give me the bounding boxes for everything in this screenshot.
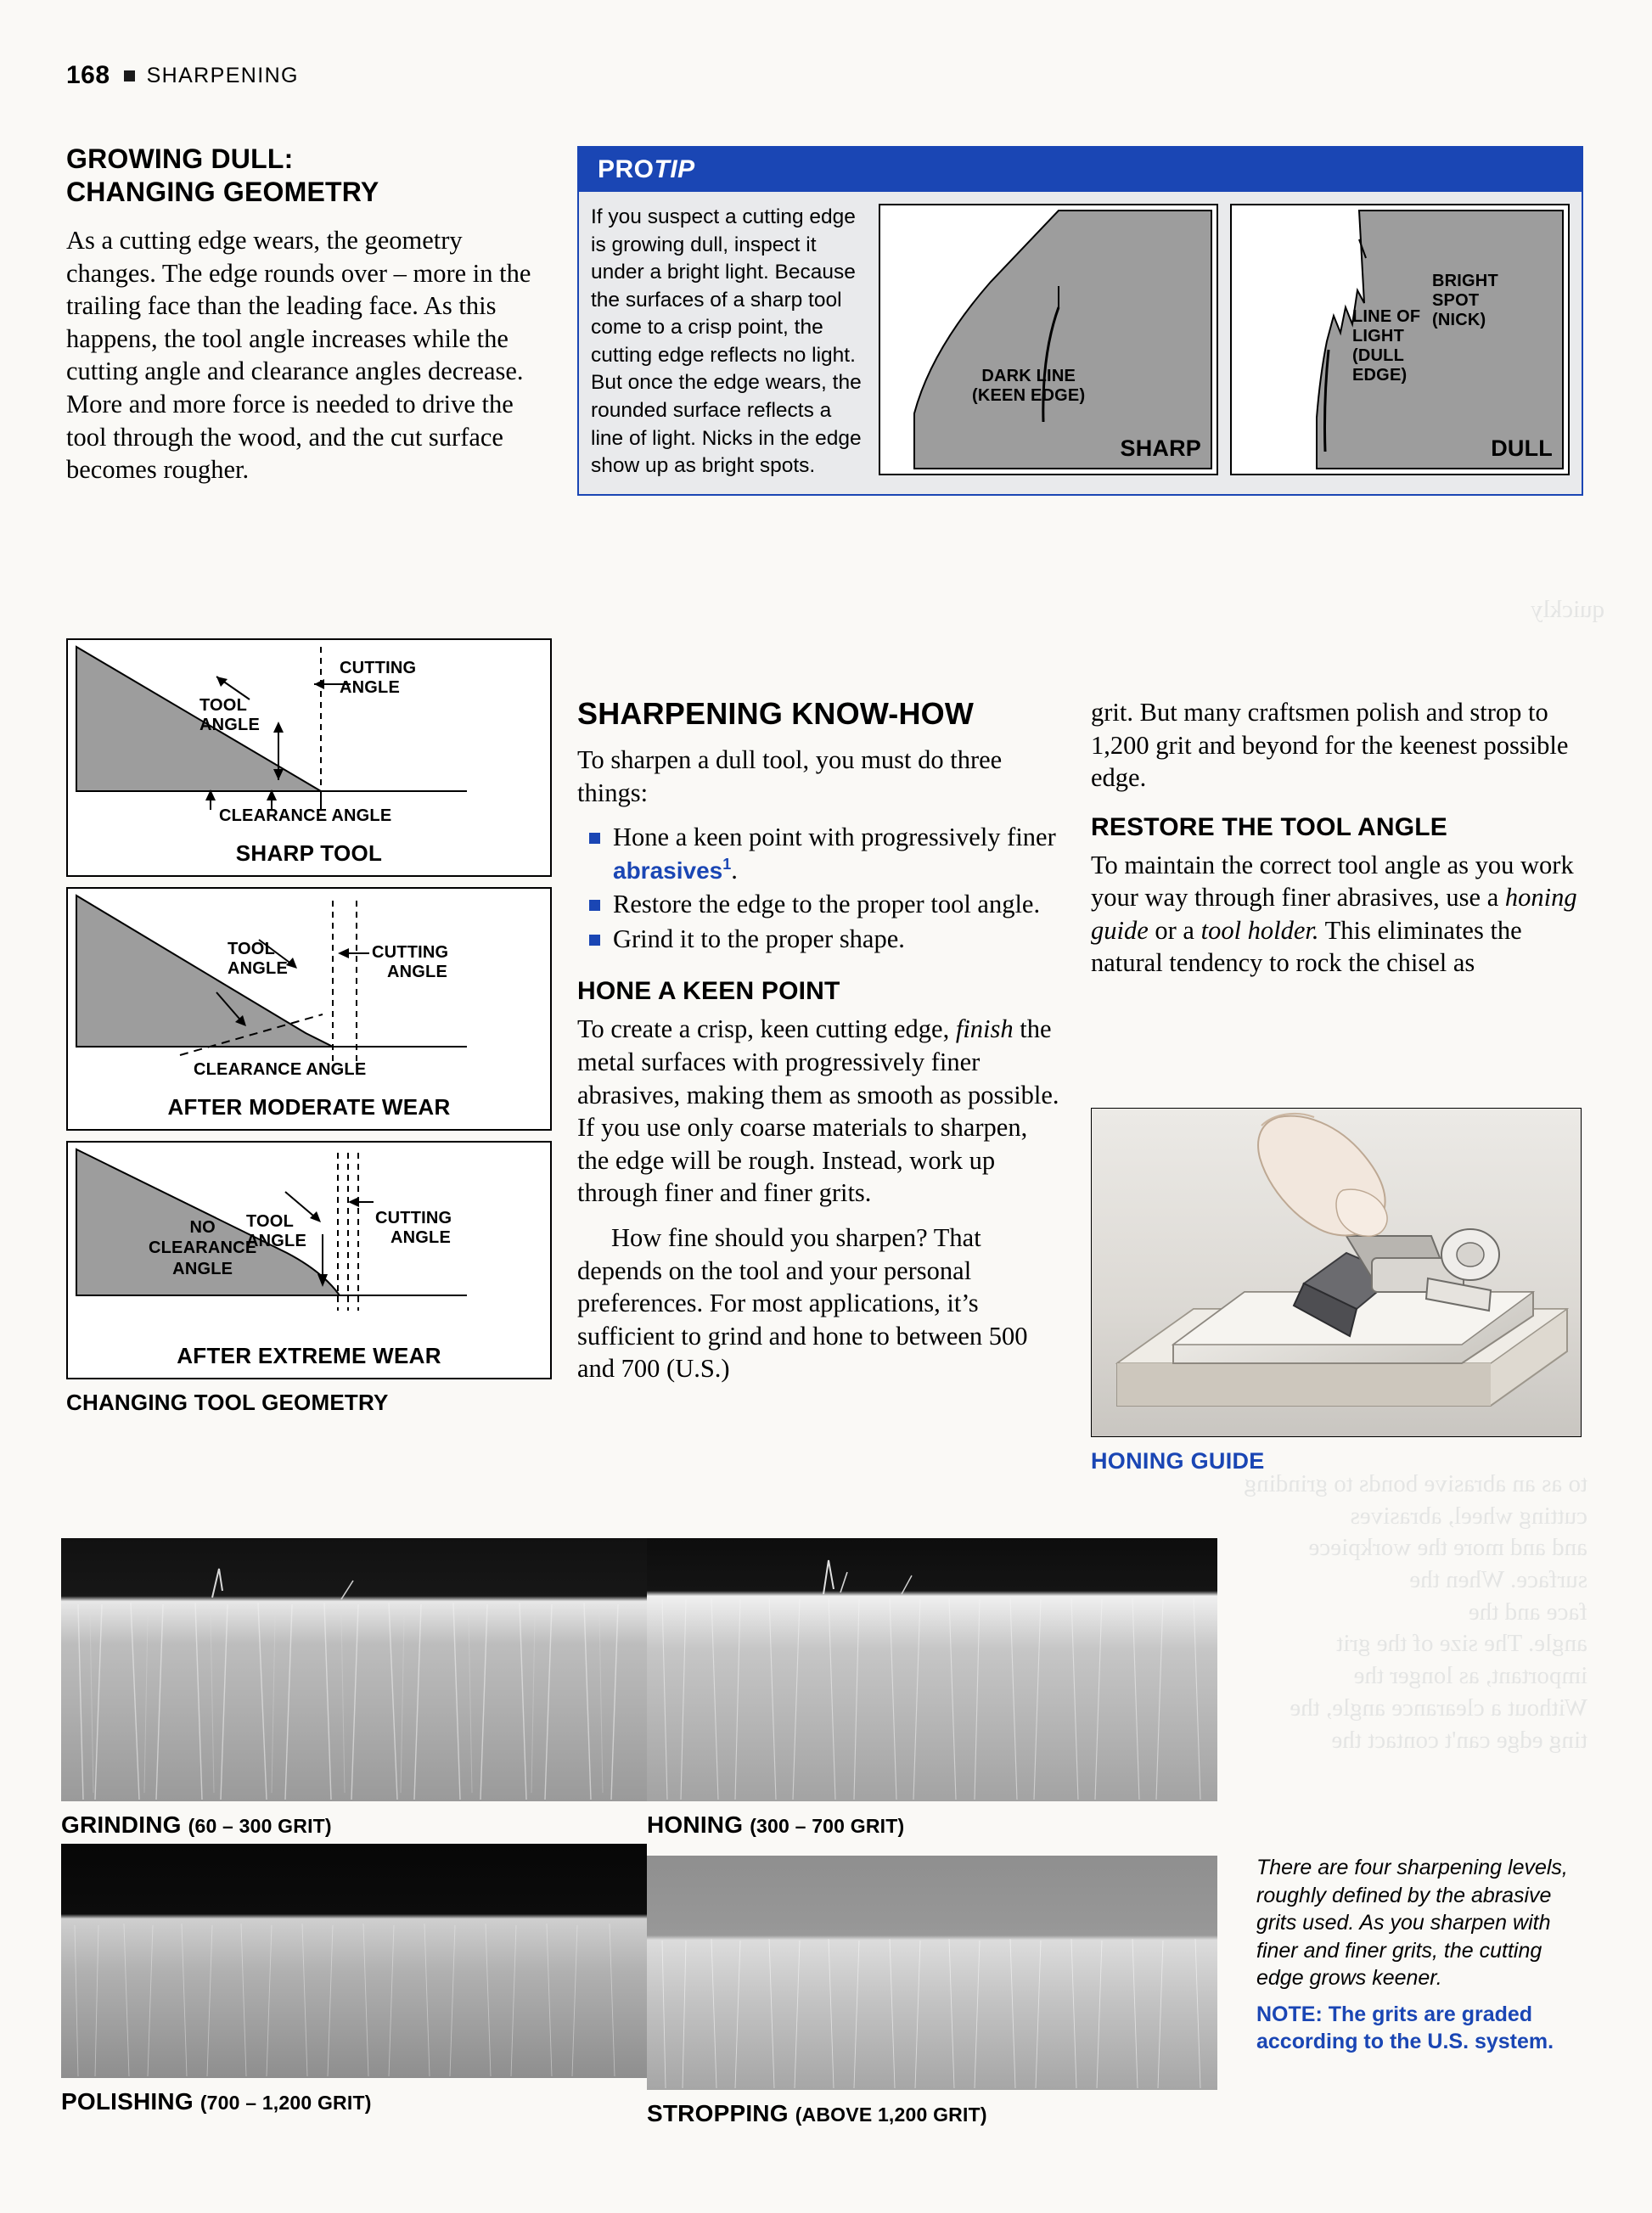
bleed-through-text: quickly (1531, 596, 1604, 623)
note-italic-text: There are four sharpening levels, roughly defined by the abrasive grits used. As you sharpen with finer and finer grits, the cutting edge grows keener. (1256, 1856, 1568, 1990)
changing-tool-geometry-figure (66, 638, 552, 1416)
section-name: SHARPENING (146, 63, 299, 87)
honing-image (647, 1538, 1217, 1801)
photo-honing (647, 1538, 1217, 1801)
pro-tip-box (577, 146, 1583, 496)
intro-paragraph: As a cutting edge wears, the geometry changes. The edge rounds over – more in the trailing face than the leading face. As this happens, the tool angle increases while the cutting angle and clearance angles decrease. More and more force is needed to drive the tool through the wood, and the cut surface becomes rougher. (66, 226, 531, 485)
grinding-image (61, 1538, 647, 1801)
caption-honing-guide: HONING GUIDE (1091, 1448, 1265, 1474)
heading-hone-a-keen-point: HONE A KEEN POINT (577, 977, 840, 1006)
caption-honing: HONING (300 – 700 GRIT) (647, 1811, 905, 1838)
photo-stropping (647, 1856, 1217, 2090)
list-item: Restore the edge to the proper tool angle. (577, 888, 1061, 921)
sharp-edge-drawing (880, 205, 1217, 474)
pro-tip-badge-tip: TIP (654, 155, 695, 183)
know-how-list (577, 821, 1061, 955)
diagram-caption: AFTER EXTREME WEAR (177, 1343, 441, 1368)
bullet-square-icon (589, 935, 600, 946)
figure-label-changing-tool-geometry: CHANGING TOOL GEOMETRY (66, 1390, 389, 1415)
left-column (66, 143, 552, 498)
diagram-sharp-tool (66, 638, 552, 877)
heading-sharpening-know-how: SHARPENING KNOW-HOW (577, 696, 975, 731)
figure-dull-edge (1230, 204, 1570, 475)
pro-tip-badge-pro: PRO (598, 155, 655, 183)
label-no-clearance-angle: NO CLEARANCE ANGLE (149, 1218, 257, 1278)
page-header (66, 61, 299, 90)
list-item: Grind it to the proper shape. (577, 923, 1061, 956)
caption-sharp: SHARP (1120, 435, 1201, 461)
bullet-square-icon (589, 833, 600, 844)
label-tool-angle: TOOL ANGLE (199, 696, 260, 734)
label-cutting-angle: CUTTING ANGLE (375, 1209, 452, 1247)
caption-grinding: GRINDING (60 – 300 GRIT) (61, 1811, 332, 1838)
caption-polishing: POLISHING (700 – 1,200 GRIT) (61, 2088, 372, 2115)
page-title (66, 143, 552, 209)
label-cutting-angle: CUTTING ANGLE (340, 659, 417, 697)
diagram-caption: AFTER MODERATE WEAR (167, 1094, 451, 1120)
page-title-line2: CHANGING GEOMETRY (66, 177, 379, 208)
pro-tip-header (579, 148, 1582, 192)
stropping-image (647, 1856, 1217, 2090)
diagram-caption: SHARP TOOL (235, 840, 383, 866)
link-abrasives[interactable]: abrasives (613, 857, 723, 884)
moderate-wear-drawing (68, 889, 550, 1089)
caption-dull: DULL (1491, 435, 1553, 461)
pro-tip-text: If you suspect a cutting edge is growing dull, inspect it under a bright light. Because the surfaces of a sharp tool come to a crisp point, the cutting edge reflects no light. But once the edge wears, the rounded surface reflects a line of light. Nicks in the edge show up as bright spots. (591, 205, 862, 478)
note-blue-text: NOTE: The grits are graded according to the U.S. system. (1256, 2002, 1554, 2053)
hone-paragraph-2: How fine should you sharpen? That depends on the tool and your personal preferences. For most applications, it’s sufficient to grind and hone to between 500 and 700 (U.S.) (577, 1222, 1028, 1384)
middle-column (577, 696, 1061, 1397)
page-number: 168 (66, 61, 110, 89)
list-item: Hone a keen point with progressively finer abrasives$^1$. (577, 821, 1061, 886)
pro-tip-body (579, 192, 1582, 494)
extreme-wear-drawing (68, 1143, 550, 1338)
diagram-extreme-wear (66, 1141, 552, 1379)
bleed-through-text: to as an abrasive bonds to grinding cutting wheel, abrasives and and more the workpiece surface. When the face and the angle. The size of the grit important, as longer the Without a clearance angle, the ting edge can't contact the (1244, 1470, 1587, 1754)
polishing-image (61, 1844, 647, 2078)
label-cutting-angle: CUTTING ANGLE (372, 943, 449, 981)
label-line-of-light: LINE OF LIGHT (DULL EDGE) (1352, 307, 1421, 385)
label-clearance-angle: CLEARANCE ANGLE (219, 806, 392, 825)
bottom-note (1256, 1854, 1587, 2056)
right-column (1091, 696, 1583, 991)
label-tool-angle: TOOL ANGLE (228, 940, 288, 978)
caption-stropping: STROPPING (ABOVE 1,200 GRIT) (647, 2100, 987, 2126)
header-square-icon (124, 70, 135, 81)
restore-paragraph: To maintain the correct tool angle as you work your way through finer abrasives, use a honing guide or a tool holder. This eliminates the natural tendency to rock the chisel as (1091, 850, 1577, 978)
heading-restore-the-tool-angle: RESTORE THE TOOL ANGLE (1091, 812, 1448, 841)
right-paragraph-continued: grit. But many craftsmen polish and strop to 1,200 grit and beyond for the keenest possible edge. (1091, 698, 1569, 793)
label-clearance-angle: CLEARANCE ANGLE (194, 1060, 367, 1079)
label-tool-angle: TOOL ANGLE (246, 1212, 306, 1250)
photo-grinding (61, 1538, 647, 1801)
bullet-square-icon (589, 900, 600, 911)
label-dark-line: DARK LINE (KEEN EDGE) (972, 367, 1086, 405)
photo-polishing (61, 1844, 647, 2078)
photo-honing-guide (1091, 1108, 1582, 1437)
label-bright-spot: BRIGHT SPOT (NICK) (1432, 272, 1498, 329)
hone-paragraph-1: To create a crisp, keen cutting edge, finish the metal surfaces with progressively finer abrasives, making them as smooth as possible. If you use only coarse materials to sharpen, the edge will be rough. Instead, work up through finer and finer grits. (577, 1014, 1059, 1208)
honing-guide-image (1092, 1109, 1581, 1436)
figure-sharp-edge (879, 204, 1218, 475)
page-title-line1: GROWING DULL: (66, 143, 294, 174)
know-how-intro: To sharpen a dull tool, you must do three things: (577, 745, 1003, 807)
footnote-marker: 1 (722, 855, 732, 873)
diagram-moderate-wear (66, 887, 552, 1131)
